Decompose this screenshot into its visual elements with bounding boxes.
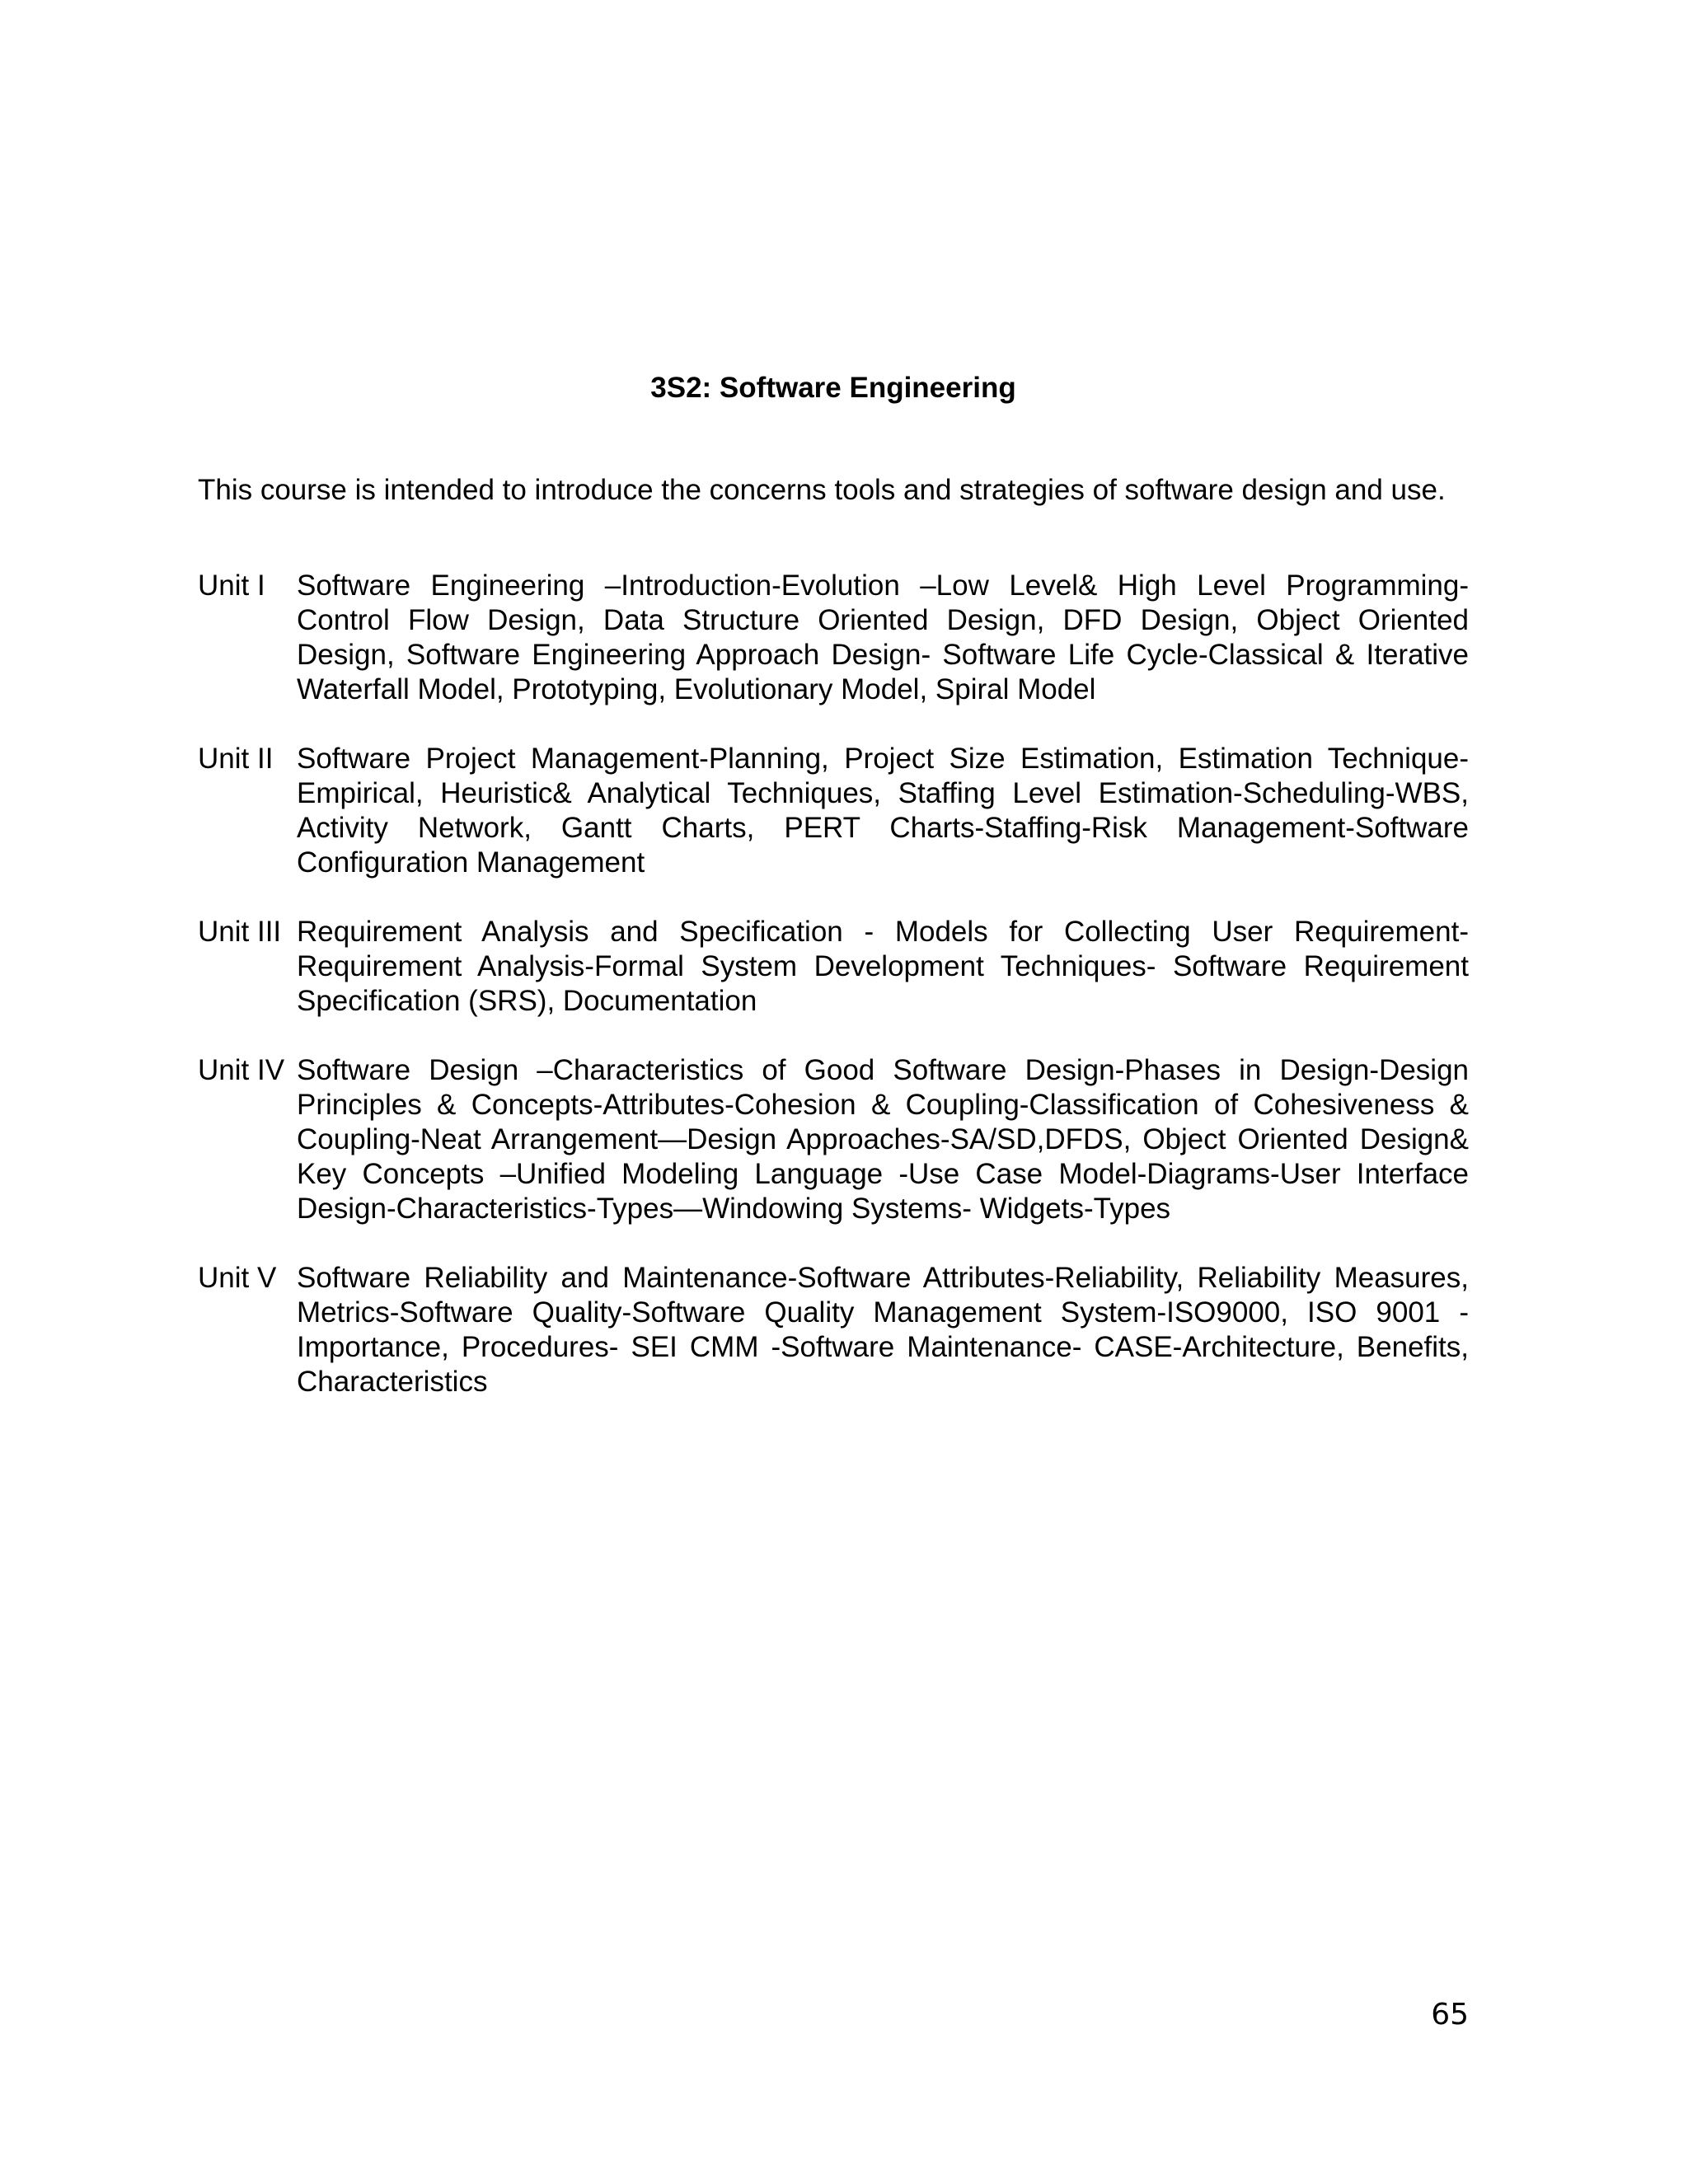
- unit-2-description: Software Project Management-Planning, Project Size Estimation, Estimation Technique-Empirical, Heuristic& Analytical Techniques, Staffing Level Estimation-Scheduling-WBS, Activity Network, Gantt Charts, PERT Charts-Staffing-Risk Management-Software Configuration Management: [297, 743, 1469, 879]
- unit-5-description: Software Reliability and Maintenance-Software Attributes-Reliability, Reliability Measures, Metrics-Software Quality-Software Quality Management System-ISO9000, ISO 9001 -Importance, Procedures- SEI CMM -Software Maintenance- CASE-Architecture, Benefits, Characteristics: [297, 1262, 1469, 1398]
- course-introduction: This course is intended to introduce the concerns tools and strategies of software design and use.: [198, 474, 1446, 506]
- unit-4-description: Software Design –Characteristics of Good Software Design-Phases in Design-Design Principles & Concepts-Attributes-Cohesion & Coupling-Classification of Cohesiveness & Coupling-Neat Arrangement—Design Approaches-SA/SD,DFDS, Object Oriented Design& Key Concepts –Unified Modeling Language -Use Case Model-Diagrams-User Interface Design-Characteristics-Types—Windowing Systems- Widgets-Types: [297, 1054, 1469, 1225]
- unit-1-label: Unit I: [198, 569, 265, 602]
- unit-3-description: Requirement Analysis and Specification - Models for Collecting User Requirement-Requirement Analysis-Formal System Development Techniques- Software Requirement Specification (SRS), Documentation: [297, 916, 1469, 1017]
- page-number: 65: [1431, 1998, 1469, 2032]
- unit-3-label: Unit III: [198, 916, 282, 948]
- unit-2-label: Unit II: [198, 743, 274, 775]
- unit-1-description: Software Engineering –Introduction-Evolution –Low Level& High Level Programming-Control Flow Design, Data Structure Oriented Design, DFD Design, Object Oriented Design, Software Engineering Approach Design- Software Life Cycle-Classical & Iterative Waterfall Model, Prototyping, Evolutionary Model, Spiral Model: [297, 569, 1469, 705]
- unit-5-label: Unit V: [198, 1262, 277, 1294]
- course-title: 3S2: Software Engineering: [650, 372, 1016, 404]
- unit-4-label: Unit IV: [198, 1054, 285, 1086]
